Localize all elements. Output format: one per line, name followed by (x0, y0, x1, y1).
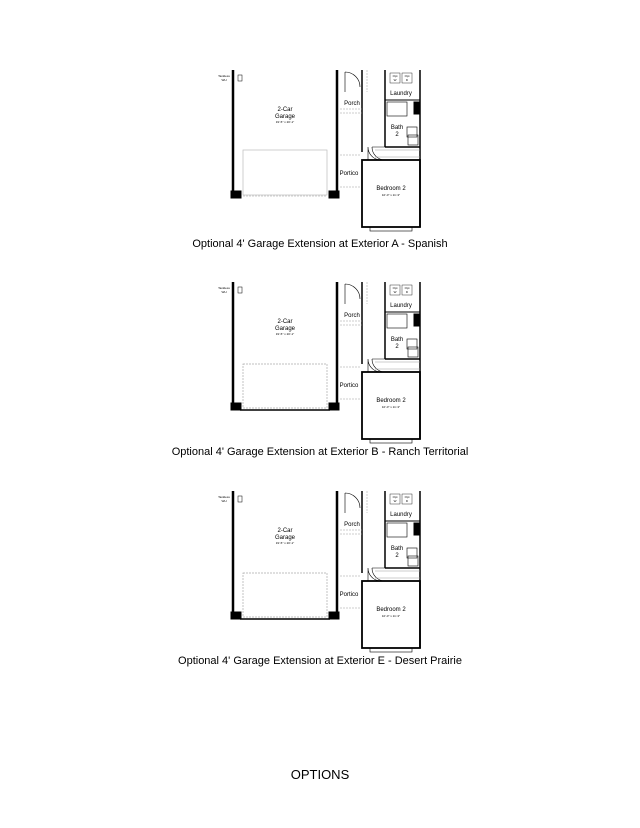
garage-walls (231, 70, 339, 198)
garage-door (240, 573, 330, 619)
dryer-label: D (405, 499, 409, 503)
opt-dryer-label: Opt (404, 74, 410, 78)
portico-label: Portico (339, 592, 359, 598)
tankless-label: Tankless (218, 495, 230, 499)
porch-portico (340, 491, 367, 608)
plan-caption: Optional 4' Garage Extension at Exterior B - Ranch Territorial (171, 446, 469, 458)
opt-washer-label: Opt (392, 286, 398, 290)
porch-portico (340, 70, 367, 187)
bath-label: Bath (390, 337, 404, 343)
bedroom-label: Bedroom 2 (376, 607, 406, 613)
water-heater-icon (238, 496, 242, 502)
floor-plan (0, 282, 640, 452)
bath-number: 2 (395, 344, 399, 350)
bath-label: Bath (390, 125, 404, 131)
floor-plan (0, 70, 640, 240)
page-footer-title: OPTIONS (290, 767, 350, 782)
bath-label: Bath (390, 546, 404, 552)
garage-label: 2-Car (277, 107, 293, 113)
garage-label-2: Garage (274, 535, 296, 541)
portico-label: Portico (339, 171, 359, 177)
garage-label: 2-Car (277, 528, 293, 534)
bedroom-dimensions: 10'-0" x 11'-3" (381, 405, 401, 409)
bath-number: 2 (395, 553, 399, 559)
opt-washer-label: Opt (392, 495, 398, 499)
water-heater-icon (238, 287, 242, 293)
opt-dryer-label: Opt (404, 286, 410, 290)
garage-dimensions: 19'-5" x 20'-1" (275, 541, 295, 545)
opt-dryer-label: Opt (404, 495, 410, 499)
bedroom-label: Bedroom 2 (376, 398, 406, 404)
garage-label-2: Garage (274, 326, 296, 332)
dryer-label: D (405, 290, 409, 294)
floor-plan (0, 491, 640, 661)
garage-door (243, 150, 327, 196)
bedroom-dimensions: 10'-0" x 11'-3" (381, 614, 401, 618)
bedroom-dimensions: 10'-0" x 11'-3" (381, 193, 401, 197)
garage-dimensions: 19'-5" x 20'-1" (275, 332, 295, 336)
opt-washer-label: Opt (392, 74, 398, 78)
garage-walls (231, 282, 339, 410)
water-heater-icon (238, 75, 242, 81)
bedroom-label: Bedroom 2 (376, 186, 406, 192)
portico-label: Portico (339, 383, 359, 389)
water-heater-label: WH (221, 499, 227, 503)
tankless-label: Tankless (218, 286, 230, 290)
garage-label-2: Garage (274, 114, 296, 120)
plan-caption: Optional 4' Garage Extension at Exterior E - Desert Prairie (178, 655, 462, 667)
porch-label: Porch (344, 101, 360, 107)
water-heater-label: WH (221, 78, 227, 82)
washer-label: W (393, 78, 397, 82)
laundry-label: Laundry (390, 91, 412, 97)
dryer-label: D (405, 78, 409, 82)
water-heater-label: WH (221, 290, 227, 294)
garage-label: 2-Car (277, 319, 293, 325)
washer-label: W (393, 290, 397, 294)
laundry-label: Laundry (390, 303, 412, 309)
washer-label: W (393, 499, 397, 503)
plan-caption: Optional 4' Garage Extension at Exterior A - Spanish (192, 238, 448, 250)
laundry-label: Laundry (390, 512, 412, 518)
garage-walls (231, 491, 339, 619)
garage-dimensions: 19'-5" x 20'-1" (275, 120, 295, 124)
porch-label: Porch (344, 522, 360, 528)
garage-door (240, 364, 330, 410)
bath-number: 2 (395, 132, 399, 138)
porch-label: Porch (344, 313, 360, 319)
tankless-label: Tankless (218, 74, 230, 78)
porch-portico (340, 282, 367, 399)
